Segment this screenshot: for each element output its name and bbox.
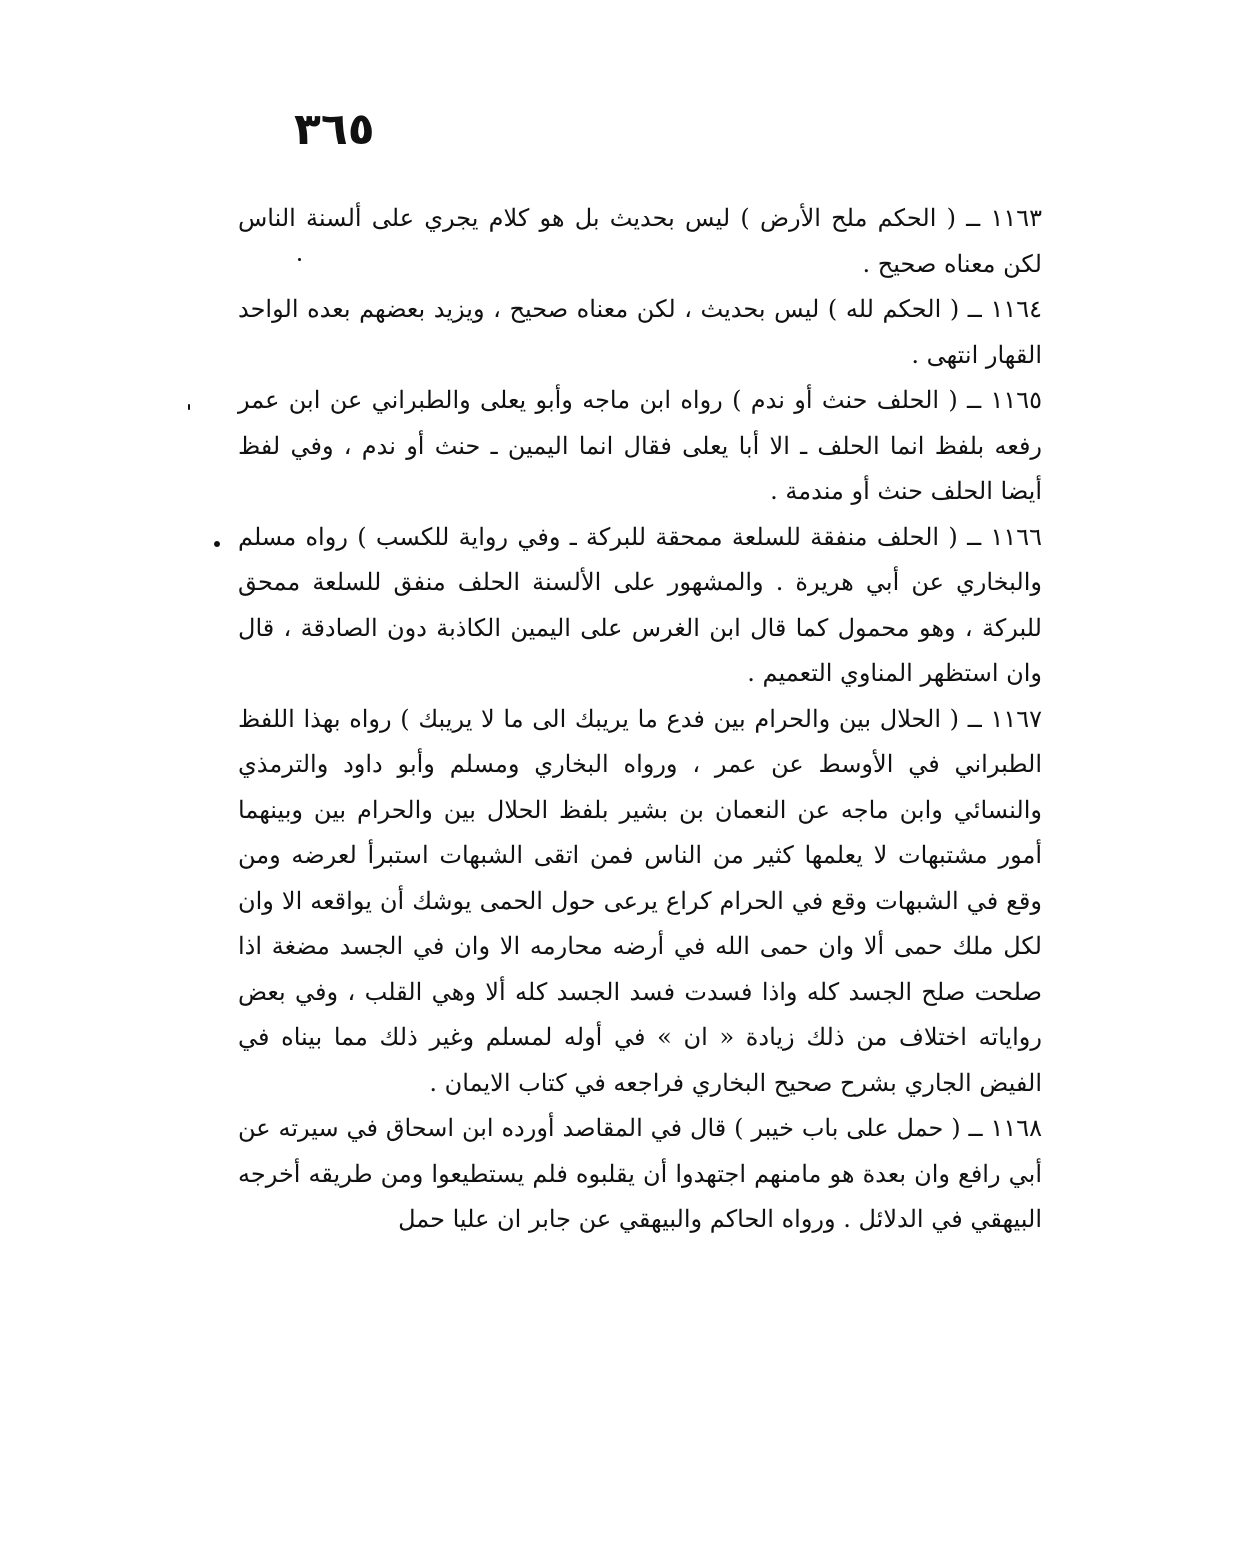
scan-speck	[188, 404, 190, 410]
entry-1163: ١١٦٣ ــ ( الحكم ملح الأرض ) ليس بحديث بل هو كلام يجري على ألسنة الناس لكن معناه صحيح .	[238, 204, 1042, 278]
entry-1164: ١١٦٤ ــ ( الحكم لله ) ليس بحديث ، لكن معناه صحيح ، ويزيد بعضهم بعده الواحد القهار انتهى .	[238, 295, 1042, 369]
entry-1165: ١١٦٥ ــ ( الحلف حنث أو ندم ) رواه ابن ماجه وأبو يعلى والطبراني عن ابن عمر رفعه بلفظ انما الحلف ـ الا أبا يعلى فقال انما اليمين ـ حنث أو ندم ، وفي لفظ أيضا الحلف حنث أو مندمة .	[238, 386, 1043, 505]
scan-speck	[298, 258, 301, 261]
page-number: ٣٦٥	[294, 104, 375, 155]
entry-1166: ١١٦٦ ــ ( الحلف منفقة للسلعة ممحقة للبركة ـ وفي رواية للكسب ) رواه مسلم والبخاري عن أبي هريرة . والمشهور على الألسنة الحلف منفق للسلعة ممحق للبركة ، وهو محمول كما قال ابن الغرس على اليمين الكاذبة دون الصادقة ، قال وان استظهر المناوي التعميم .	[238, 522, 1042, 687]
page-body	[238, 196, 1042, 1243]
entry-1167: ١١٦٧ ــ ( الحلال بين والحرام بين فدع ما يريبك الى ما لا يريبك ) رواه بهذا اللفظ الطبراني في الأوسط عن عمر ، ورواه البخاري ومسلم وأبو داود والترمذي والنسائي وابن ماجه عن النعمان بن بشير بلفظ الحلال بين والحرام بين وبينهما أمور مشتبهات لا يعلمها كثير من الناس فمن اتقى الشبهات استبرأ لعرضه ومن وقع في الشبهات وقع في الحرام كراع يرعى حول الحمى يوشك أن يواقعه الا وان لكل ملك حمى ألا وان حمى الله في أرضه محارمه الا وان في الجسد مضغة اذا صلحت صلح الجسد كله واذا فسدت فسد الجسد كله ألا وهي القلب ، وفي بعض رواياته اختلاف من ذلك زيادة « ان » في أوله لمسلم وغير ذلك مما بيناه في الفيض الجاري بشرح صحيح البخاري فراجعه في كتاب الايمان .	[238, 704, 1042, 1097]
scan-speck	[214, 541, 220, 547]
entry-1168: ١١٦٨ ــ ( حمل على باب خيبر ) قال في المقاصد أورده ابن اسحاق في سيرته عن أبي رافع وان بعدة هو مامنهم اجتهدوا أن يقلبوه فلم يستطيعوا ومن طريقه أخرجه البيهقي في الدلائل . ورواه الحاكم والبيهقي عن جابر ان عليا حمل	[238, 1114, 1042, 1233]
